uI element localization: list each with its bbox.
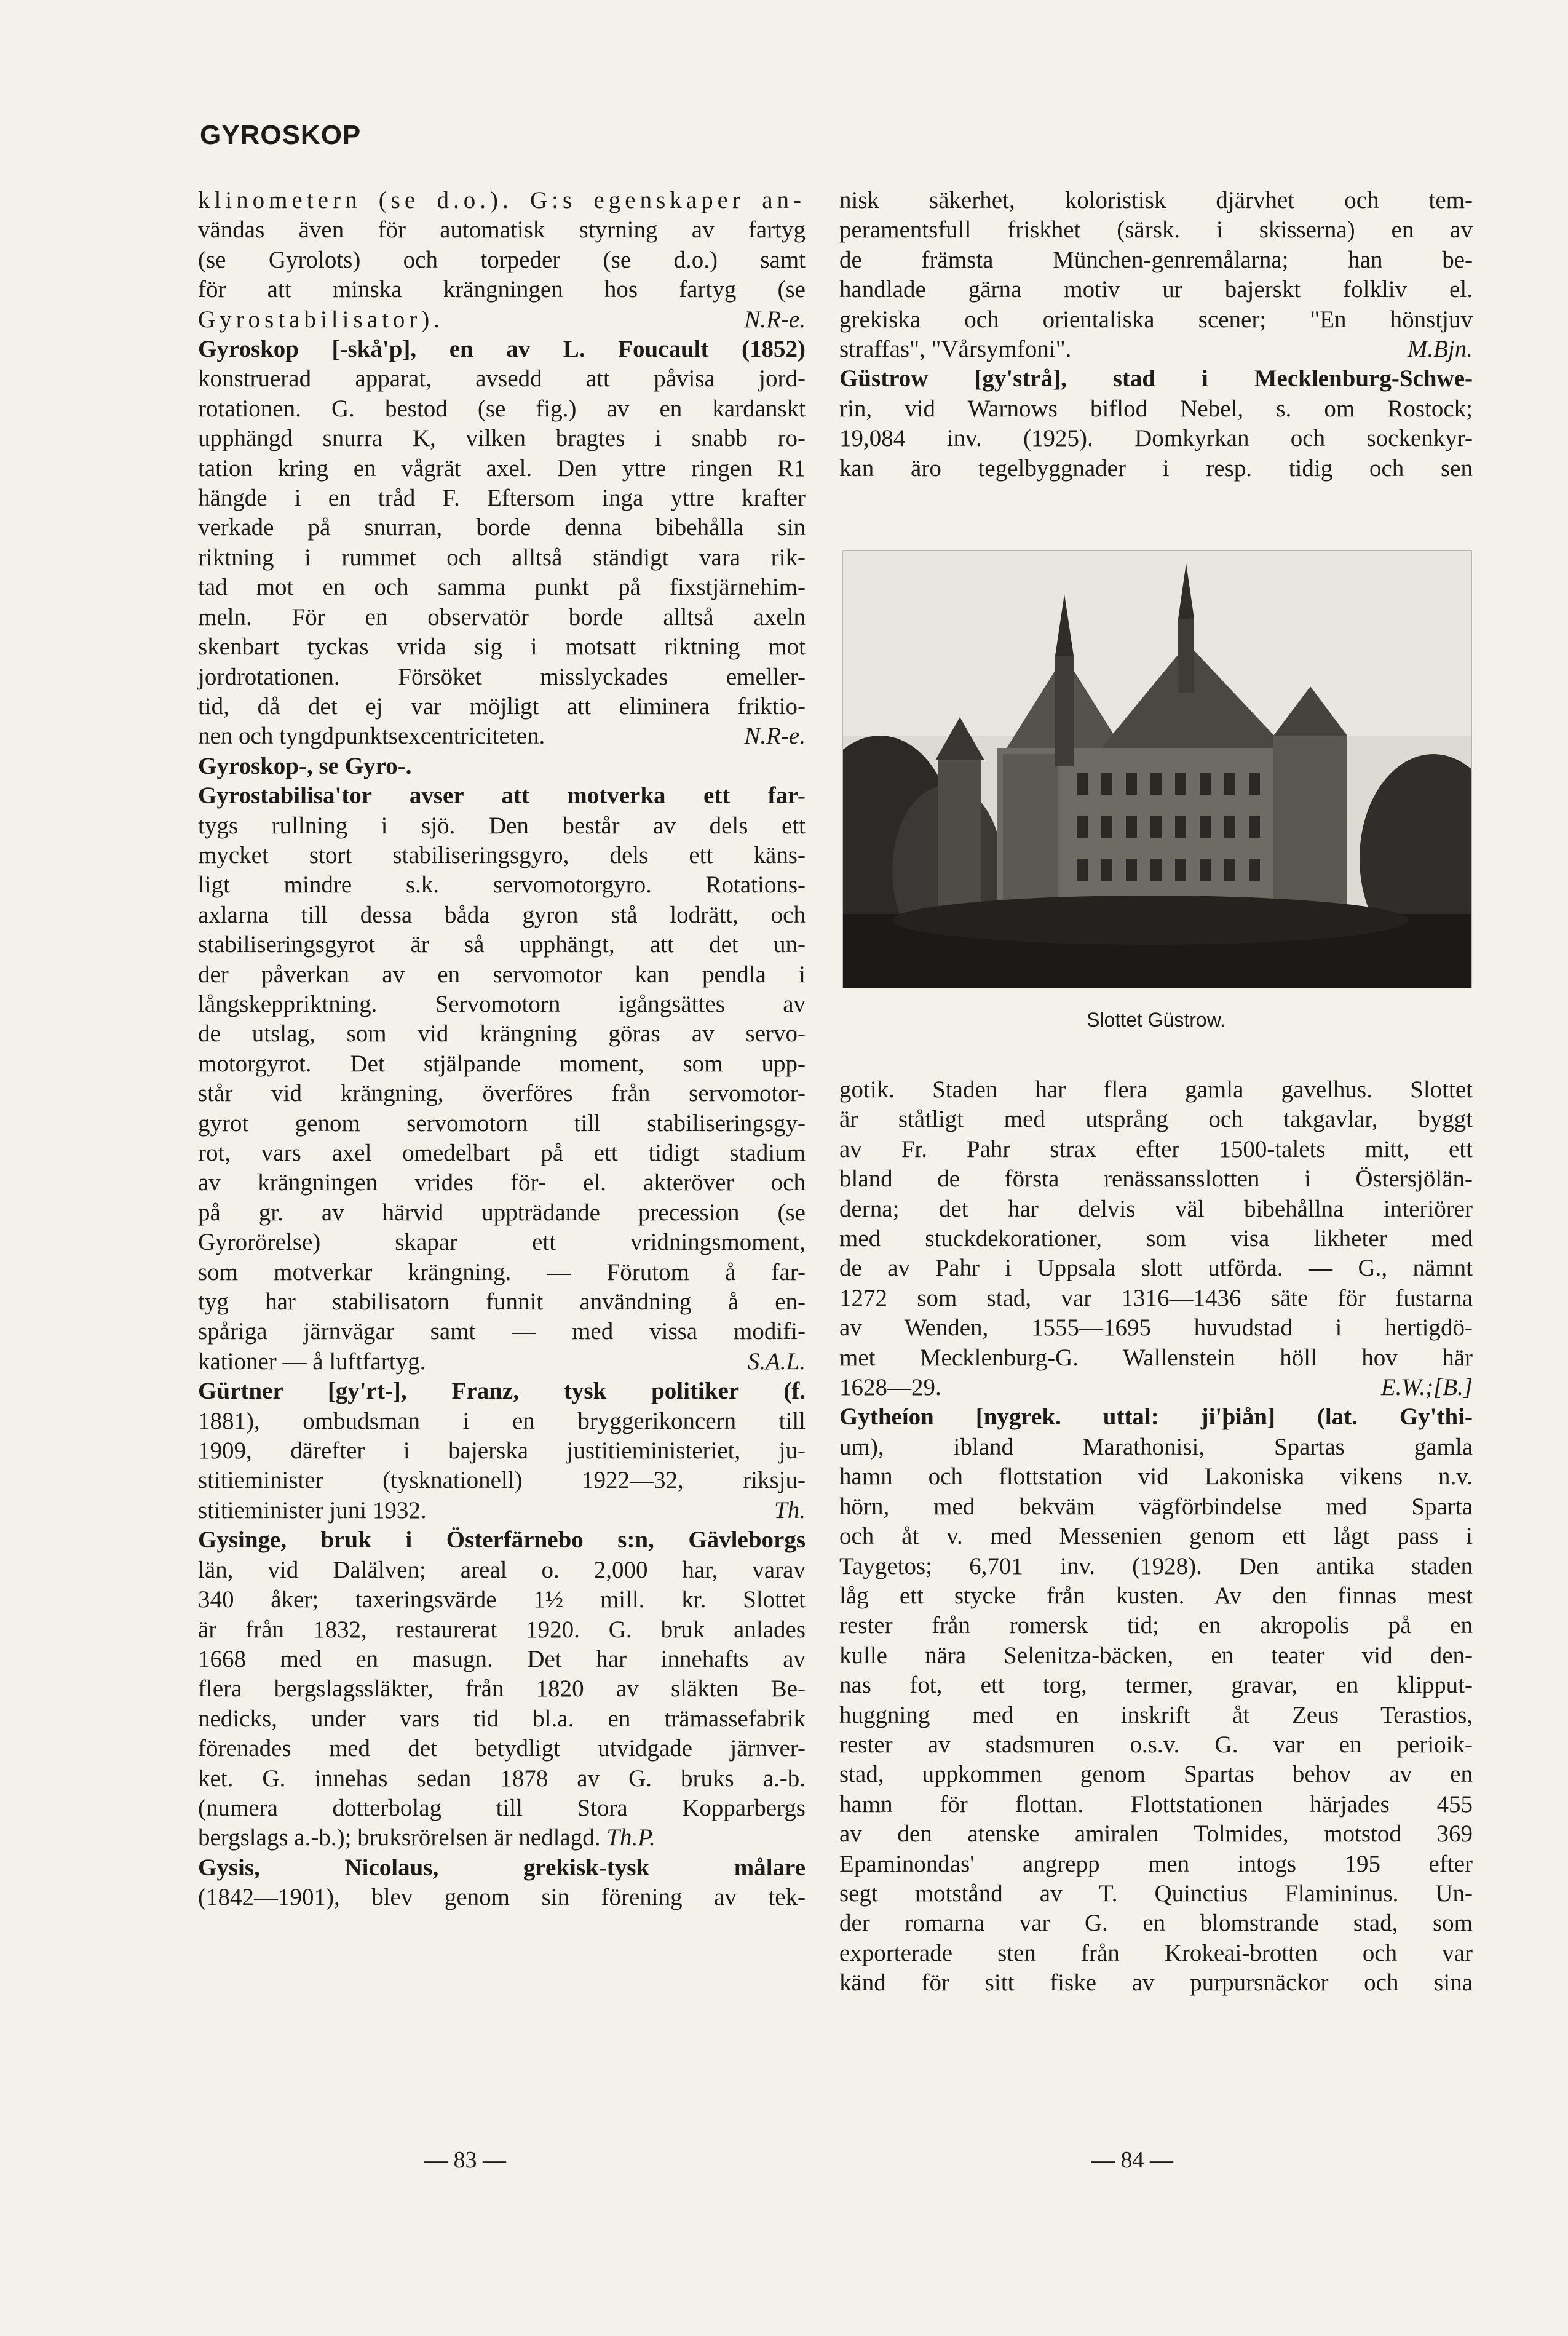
text-line: tygs rullning i sjö. Den består av dels ett [198,812,806,839]
text-line: hamn och flottstation vid Lakoniska vikens n.v. [839,1463,1473,1490]
text-line: av krängningen vrides för- el. akteröver och [198,1169,806,1196]
text-line: der romarna var G. en blomstrande stad, som [839,1910,1473,1937]
text-line: hamn för flottan. Flottstationen härjades 455 [839,1790,1473,1818]
running-title: GYROSKOP [200,120,362,150]
text-line: långskeppriktning. Servomotorn igångsättes av [198,990,806,1017]
signature: N.R-e. [744,306,806,333]
text-line: och åt v. med Messenien genom ett lågt pass i [839,1523,1473,1550]
entry-heading-line: Gyroskop-, se Gyro-. [198,752,412,779]
text-line: de av Pahr i Uppsala slott utförda. — G., nämnt [839,1255,1473,1282]
text-line: bergslags a.-b.); bruksrörelsen är nedlagd. Th.P. [198,1824,655,1851]
text-line: av Fr. Pahr strax efter 1500-talets mitt, ett [839,1135,1473,1162]
text-line: som motverkar krängning. — Förutom å far- [198,1258,806,1285]
text-line: nas fot, ett torg, termer, gravar, en klipput- [839,1672,1473,1699]
text-line: 1668 med en masugn. Det har innehafts av [198,1645,806,1672]
text-line: grekiska och orientaliska scener; "En hönstjuv [839,306,1473,333]
signature: N.R-e. [744,723,806,750]
text-line: Epaminondas' angrepp men intogs 195 efter [839,1850,1473,1877]
text-line: jordrotationen. Försöket misslyckades emeller- [198,663,806,690]
text-line: riktning i rummet och alltså ständigt vara rik- [198,544,806,571]
text-line: stad, uppkommen genom Spartas behov av en [839,1761,1473,1788]
text-line: förenades med det betydligt utvidgade järnver- [198,1735,806,1762]
text-line: län, vid Dalälven; areal o. 2,000 har, varav [198,1556,806,1583]
page-number-left: — 83 — [424,2147,506,2173]
entry-heading-line: Gürtner [gy'rt-], Franz, tysk politiker (f. [198,1378,806,1405]
text-line: um), ibland Marathonisi, Spartas gamla [839,1433,1473,1460]
text-line: nen och tyngdpunktsexcentriciteten. N.R-e. [198,721,806,751]
text-line: rester från romersk tid; en akropolis på en [839,1612,1473,1639]
text-line: stabiliseringsgyrot är så upphängt, att det un- [198,931,806,958]
text-line: motorgyrot. Det stjälpande moment, som upp- [198,1050,806,1077]
entry-heading-line: Gyroskop [-skå'p], en av L. Foucault (1852) [198,336,806,363]
text-line: rot, vars axel omedelbart på ett tidigt stadium [198,1140,806,1166]
text-line: kulle nära Selenitza-bäcken, en teater vid den- [839,1642,1473,1669]
text-line: känd för sitt fiske av purpursnäckor och sina [839,1969,1473,1996]
text-line: met Mecklenburg-G. Wallenstein höll hov här [839,1344,1473,1371]
signature: S.A.L. [747,1348,806,1375]
signature: Th. [774,1496,806,1524]
text-line: segt motstånd av T. Quinctius Flamininus. Un- [839,1880,1473,1907]
text-line: stitieminister (tysknationell) 1922—32, riksju- [198,1467,806,1494]
text-line: Gyrorörelse) skapar ett vridningsmoment, [198,1229,806,1256]
text-line: bland de första renässansslotten i Östersjölän- [839,1166,1473,1193]
text-line: rotationen. G. bestod (se fig.) av en kardanskt [198,395,806,422]
signature: E.W.;[B.] [1380,1374,1473,1401]
text-line: 1272 som stad, var 1316—1436 säte för fustarna [839,1284,1473,1311]
text-line: tation kring en vågrät axel. Den yttre ringen R1 [198,455,806,482]
signature: M.Bjn. [1407,336,1473,363]
text-line: av den atenske amiralen Tolmides, motstod 369 [839,1821,1473,1848]
text-line: med stuckdekorationer, som visa likheter med [839,1225,1473,1252]
text-line: ligt mindre s.k. servomotorgyro. Rotations- [198,872,806,899]
text-line: exporterade sten från Krokeai-brotten och var [839,1939,1473,1966]
text-line: rin, vid Warnows biflod Nebel, s. om Rostock; [839,395,1473,422]
text-line: kan äro tegelbyggnader i resp. tidig och sen [839,455,1473,482]
text-line: tyg har stabilisatorn funnit användning å en- [198,1289,806,1316]
text-line: nisk säkerhet, koloristisk djärvhet och tem- [839,187,1473,213]
text-line: ket. G. innehas sedan 1878 av G. bruks a.-b. [198,1765,806,1792]
text-line: de främsta München-genremålarna; han be- [839,246,1473,273]
text-line: verkade på snurran, borde denna bibehålla sin [198,514,806,541]
text-line: upphängd snurra K, vilken bragtes i snabb ro- [198,425,806,452]
text-line: axlarna till dessa båda gyron stå lodrätt, och [198,901,806,928]
text-line: tad mot en och samma punkt på fixstjärnehim- [198,574,806,601]
text-line: mycket stort stabiliseringsgyro, dels ett käns- [198,841,806,868]
text-line: klinometern (se d.o.). G:s egenskaper an- [198,187,806,213]
text-line: hängde i en tråd F. Eftersom inga yttre krafter [198,485,806,512]
text-line: (numera dotterbolag till Stora Kopparbergs [198,1794,806,1821]
text-line: rester av stadsmuren o.s.v. G. var en perioik- [839,1731,1473,1758]
text-line: 1881), ombudsman i en bryggerikoncern till [198,1407,806,1434]
text-line: (1842—1901), blev genom sin förening av tek- [198,1884,806,1911]
text-line: på gr. av härvid uppträdande precession (se [198,1199,806,1226]
text-line: spåriga järnvägar samt — med vissa modifi- [198,1318,806,1345]
text-line: konstruerad apparat, avsedd att påvisa jord- [198,365,806,392]
text-line: hörn, med bekväm vägförbindelse med Sparta [839,1493,1473,1520]
text-line: är ståtligt med utsprång och takgavlar, byggt [839,1106,1473,1133]
text-line: gotik. Staden har flera gamla gavelhus. Slottet [839,1076,1473,1103]
text-line: huggning med en inskrift åt Zeus Terastios, [839,1701,1473,1728]
left-text-column [198,186,806,1913]
castle-photo [842,550,1472,988]
text-line: är från 1832, restaurerat 1920. G. bruk anlades [198,1616,806,1643]
text-line: för att minska krängningen hos fartyg (se [198,276,806,303]
text-line: 340 åker; taxeringsvärde 1½ mill. kr. Slottet [198,1586,806,1613]
text-line: 1909, därefter i bajerska justitieministeriet, ju- [198,1437,806,1464]
text-line: (se Gyrolots) och torpeder (se d.o.) samt [198,246,806,273]
entry-heading-line: Gytheíon [nygrek. uttal: ji'þiån] (lat. Gy'thi- [839,1404,1473,1431]
text-line: meln. För en observatör borde alltså axeln [198,603,806,630]
text-line: låg ett stycke från kusten. Av den finnas mest [839,1582,1473,1609]
text-line: nedicks, under vars tid bl.a. en trämassefabrik [198,1705,806,1732]
text-line: gyrot genom servomotorn till stabiliseringsgy- [198,1110,806,1137]
entry-heading-line: Güstrow [gy'strå], stad i Mecklenburg-Schwe- [839,365,1473,392]
right-text-column-bottom [839,1075,1473,1998]
text-line: flera bergslagssläkter, från 1820 av släkten Be- [198,1675,806,1702]
text-line: straffas", "Vårsymfoni". M.Bjn. [839,335,1473,364]
signature: Th.P. [606,1824,655,1851]
text-line: Gyrostabilisator). N.R-e. [198,305,806,335]
castle-illustration [843,551,1471,988]
text-line: peramentsfull friskhet (särsk. i skisserna) en av [839,217,1473,244]
text-line: tid, då det ej var möjligt att eliminera friktio- [198,693,806,720]
text-line: 19,084 inv. (1925). Domkyrkan och sockenkyr- [839,425,1473,452]
text-line: der påverkan av en servomotor kan pendla i [198,961,806,988]
text-line: av Wenden, 1555—1695 huvudstad i hertigdö- [839,1314,1473,1341]
text-line: handlade gärna motiv ur bajerskt folkliv el. [839,276,1473,303]
text-line: derna; det har delvis väl bibehållna interiörer [839,1195,1473,1222]
text-line: stitieminister juni 1932. Th. [198,1496,806,1525]
text-line: 1628—29. E.W.;[B.] [839,1373,1473,1402]
page-number-right: — 84 — [1091,2147,1173,2173]
right-text-column-top [839,186,1473,483]
text-line: Taygetos; 6,701 inv. (1928). Den antika staden [839,1552,1473,1579]
entry-heading-line: Gyrostabilisa'tor avser att motverka ett far- [198,782,806,809]
entry-heading-line: Gysis, Nicolaus, grekisk-tysk målare [198,1854,806,1881]
text-line: skenbart tyckas vrida sig i motsatt riktning mot [198,634,806,661]
text-line: vändas även för automatisk styrning av fartyg [198,217,806,244]
figure-caption: Slottet Güstrow. [1087,1009,1225,1031]
text-line: de utslag, som vid krängning göras av servo- [198,1020,806,1047]
entry-heading-line: Gysinge, bruk i Österfärnebo s:n, Gävleborgs [198,1527,806,1554]
text-line: står vid krängning, överföres från servomotor- [198,1080,806,1107]
text-line: kationer — å luftfartyg. S.A.L. [198,1347,806,1377]
